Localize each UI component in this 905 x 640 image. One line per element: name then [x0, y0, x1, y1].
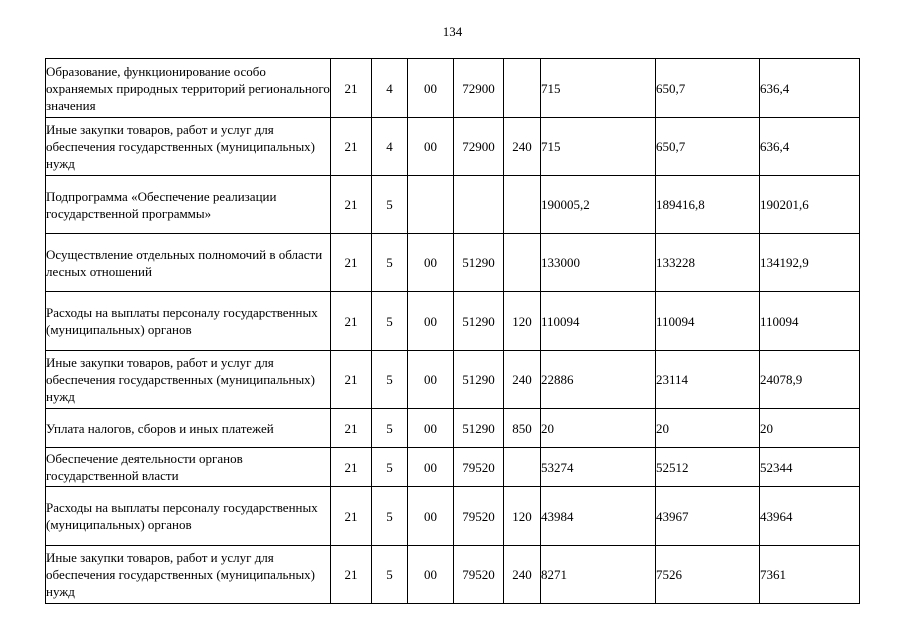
- table-row: [46, 118, 860, 176]
- row-c2-cell: 5: [372, 448, 408, 487]
- row-c1-cell: 21: [331, 292, 372, 351]
- table-row: [46, 448, 860, 487]
- row-v1-cell: 20: [541, 409, 656, 448]
- row-v2-cell: 650,7: [656, 59, 760, 118]
- row-c2-cell: 5: [372, 176, 408, 234]
- table-row: [46, 292, 860, 351]
- row-c3-cell: 00: [408, 351, 454, 409]
- row-c1-cell: 21: [331, 176, 372, 234]
- row-name-cell: Иные закупки товаров, работ и услуг для обеспечения государственных (муниципальных) нужд: [46, 546, 331, 604]
- table-row: [46, 234, 860, 292]
- row-name-cell: Осуществление отдельных полномочий в области лесных отношений: [46, 234, 331, 292]
- row-v3-cell: 7361: [760, 546, 860, 604]
- row-v3-cell: 110094: [760, 292, 860, 351]
- row-v2-cell: 650,7: [656, 118, 760, 176]
- row-c2-cell: 5: [372, 409, 408, 448]
- row-c2-cell: 5: [372, 292, 408, 351]
- row-name-cell: Расходы на выплаты персоналу государственных (муниципальных) органов: [46, 487, 331, 546]
- row-v1-cell: 110094: [541, 292, 656, 351]
- row-v1-cell: 43984: [541, 487, 656, 546]
- row-c5-cell: [504, 234, 541, 292]
- row-c5-cell: [504, 448, 541, 487]
- row-c4-cell: [454, 176, 504, 234]
- row-c1-cell: 21: [331, 118, 372, 176]
- row-v2-cell: 189416,8: [656, 176, 760, 234]
- table-row: [46, 487, 860, 546]
- row-v2-cell: 20: [656, 409, 760, 448]
- row-c4-cell: 79520: [454, 487, 504, 546]
- row-c2-cell: 4: [372, 59, 408, 118]
- row-c5-cell: 240: [504, 546, 541, 604]
- row-c2-cell: 5: [372, 234, 408, 292]
- row-c1-cell: 21: [331, 448, 372, 487]
- budget-table: [45, 58, 860, 604]
- row-v3-cell: 636,4: [760, 59, 860, 118]
- row-name-cell: Подпрограмма «Обеспечение реализации государственной программы»: [46, 176, 331, 234]
- table-row: [46, 546, 860, 604]
- row-name-cell: Иные закупки товаров, работ и услуг для обеспечения государственных (муниципальных) нужд: [46, 118, 331, 176]
- row-v3-cell: 24078,9: [760, 351, 860, 409]
- row-c5-cell: 120: [504, 487, 541, 546]
- row-c3-cell: 00: [408, 59, 454, 118]
- row-name-cell: Иные закупки товаров, работ и услуг для обеспечения государственных (муниципальных) нужд: [46, 351, 331, 409]
- row-c4-cell: 72900: [454, 59, 504, 118]
- row-c3-cell: 00: [408, 118, 454, 176]
- row-c5-cell: [504, 59, 541, 118]
- row-c3-cell: 00: [408, 234, 454, 292]
- row-v2-cell: 133228: [656, 234, 760, 292]
- row-v2-cell: 110094: [656, 292, 760, 351]
- row-v1-cell: 53274: [541, 448, 656, 487]
- page-number: 134: [442, 24, 463, 39]
- row-c2-cell: 5: [372, 487, 408, 546]
- row-c3-cell: 00: [408, 409, 454, 448]
- row-c4-cell: 79520: [454, 546, 504, 604]
- row-c4-cell: 79520: [454, 448, 504, 487]
- row-c3-cell: 00: [408, 448, 454, 487]
- row-v1-cell: 715: [541, 118, 656, 176]
- table-row: [46, 409, 860, 448]
- row-v2-cell: 52512: [656, 448, 760, 487]
- row-v2-cell: 43967: [656, 487, 760, 546]
- row-v3-cell: 134192,9: [760, 234, 860, 292]
- table-row: [46, 59, 860, 118]
- row-v3-cell: 20: [760, 409, 860, 448]
- row-c3-cell: 00: [408, 292, 454, 351]
- row-name-cell: Уплата налогов, сборов и иных платежей: [46, 409, 331, 448]
- row-c2-cell: 4: [372, 118, 408, 176]
- table-row: [46, 176, 860, 234]
- row-name-cell: Расходы на выплаты персоналу государственных (муниципальных) органов: [46, 292, 331, 351]
- row-v1-cell: 22886: [541, 351, 656, 409]
- row-c5-cell: 120: [504, 292, 541, 351]
- row-name-cell: Образование, функционирование особо охраняемых природных территорий регионального значения: [46, 59, 331, 118]
- row-c4-cell: 51290: [454, 292, 504, 351]
- table-row: [46, 351, 860, 409]
- row-c1-cell: 21: [331, 59, 372, 118]
- row-c1-cell: 21: [331, 234, 372, 292]
- row-v3-cell: 43964: [760, 487, 860, 546]
- row-c1-cell: 21: [331, 487, 372, 546]
- row-c5-cell: 240: [504, 351, 541, 409]
- row-v2-cell: 7526: [656, 546, 760, 604]
- row-c1-cell: 21: [331, 409, 372, 448]
- row-v1-cell: 190005,2: [541, 176, 656, 234]
- row-c3-cell: [408, 176, 454, 234]
- row-c1-cell: 21: [331, 546, 372, 604]
- row-v3-cell: 190201,6: [760, 176, 860, 234]
- row-c5-cell: [504, 176, 541, 234]
- row-v3-cell: 52344: [760, 448, 860, 487]
- row-v1-cell: 8271: [541, 546, 656, 604]
- row-v2-cell: 23114: [656, 351, 760, 409]
- row-c2-cell: 5: [372, 546, 408, 604]
- row-c4-cell: 72900: [454, 118, 504, 176]
- row-v3-cell: 636,4: [760, 118, 860, 176]
- row-c4-cell: 51290: [454, 351, 504, 409]
- row-name-cell: Обеспечение деятельности органов государственной власти: [46, 448, 331, 487]
- row-c5-cell: 850: [504, 409, 541, 448]
- row-c3-cell: 00: [408, 487, 454, 546]
- row-c3-cell: 00: [408, 546, 454, 604]
- row-c4-cell: 51290: [454, 234, 504, 292]
- row-c5-cell: 240: [504, 118, 541, 176]
- row-v1-cell: 715: [541, 59, 656, 118]
- row-c1-cell: 21: [331, 351, 372, 409]
- row-c4-cell: 51290: [454, 409, 504, 448]
- table-body: [46, 59, 860, 604]
- row-c2-cell: 5: [372, 351, 408, 409]
- row-v1-cell: 133000: [541, 234, 656, 292]
